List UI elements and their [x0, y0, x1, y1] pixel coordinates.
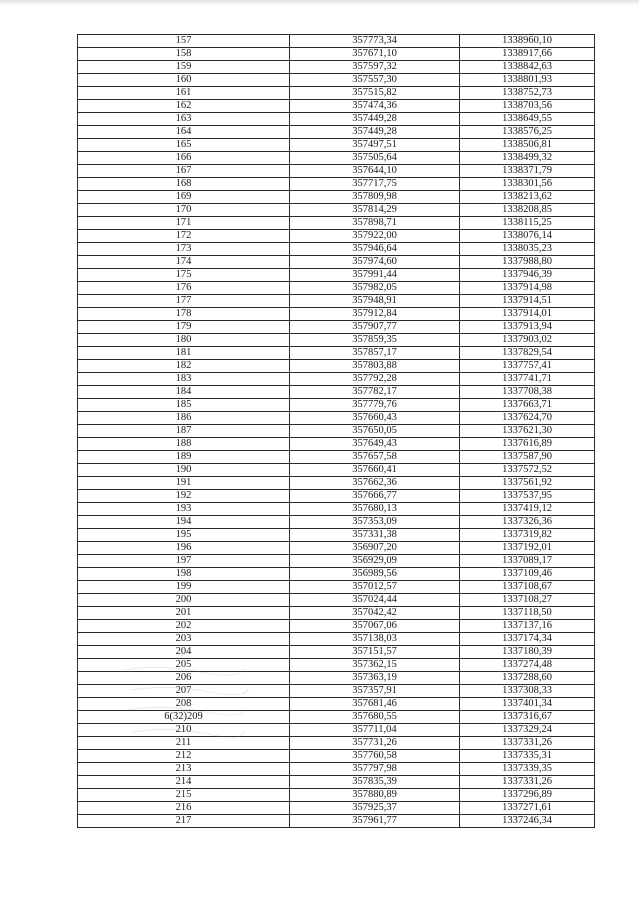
y-coordinate-cell: 1337561,92	[460, 477, 595, 490]
point-number-cell: 161	[78, 87, 290, 100]
x-coordinate-cell: 357505,64	[290, 152, 460, 165]
table-row	[78, 87, 595, 100]
x-coordinate-cell: 357666,77	[290, 490, 460, 503]
table-row	[78, 789, 595, 802]
table-row	[78, 321, 595, 334]
point-number-cell: 178	[78, 308, 290, 321]
point-number-cell: 195	[78, 529, 290, 542]
x-coordinate-cell: 357138,03	[290, 633, 460, 646]
coordinates-table	[77, 34, 595, 828]
point-number-cell: 213	[78, 763, 290, 776]
y-coordinate-cell: 1337621,30	[460, 425, 595, 438]
x-coordinate-cell: 357363,19	[290, 672, 460, 685]
point-number-cell: 162	[78, 100, 290, 113]
table-row	[78, 178, 595, 191]
point-number-cell: 196	[78, 542, 290, 555]
x-coordinate-cell: 357797,98	[290, 763, 460, 776]
y-coordinate-cell: 1337118,50	[460, 607, 595, 620]
x-coordinate-cell: 357557,30	[290, 74, 460, 87]
y-coordinate-cell: 1337946,39	[460, 269, 595, 282]
x-coordinate-cell: 357151,57	[290, 646, 460, 659]
y-coordinate-cell: 1337708,38	[460, 386, 595, 399]
table-row	[78, 425, 595, 438]
point-number-cell: 198	[78, 568, 290, 581]
x-coordinate-cell: 357357,91	[290, 685, 460, 698]
x-coordinate-cell: 357649,43	[290, 438, 460, 451]
y-coordinate-cell: 1338576,25	[460, 126, 595, 139]
x-coordinate-cell: 357657,58	[290, 451, 460, 464]
y-coordinate-cell: 1337271,61	[460, 802, 595, 815]
table-row	[78, 61, 595, 74]
table-row	[78, 35, 595, 48]
point-number-cell: 215	[78, 789, 290, 802]
y-coordinate-cell: 1337089,17	[460, 555, 595, 568]
y-coordinate-cell: 1337757,41	[460, 360, 595, 373]
x-coordinate-cell: 357982,05	[290, 282, 460, 295]
y-coordinate-cell: 1337331,26	[460, 776, 595, 789]
point-number-cell: 164	[78, 126, 290, 139]
y-coordinate-cell: 1337624,70	[460, 412, 595, 425]
x-coordinate-cell: 357717,75	[290, 178, 460, 191]
point-number-cell: 199	[78, 581, 290, 594]
point-number-cell: 194	[78, 516, 290, 529]
x-coordinate-cell: 357671,10	[290, 48, 460, 61]
x-coordinate-cell: 357662,36	[290, 477, 460, 490]
point-number-cell: 160	[78, 74, 290, 87]
y-coordinate-cell: 1338115,25	[460, 217, 595, 230]
table-row	[78, 100, 595, 113]
point-number-cell: 158	[78, 48, 290, 61]
x-coordinate-cell: 357067,06	[290, 620, 460, 633]
y-coordinate-cell: 1337335,31	[460, 750, 595, 763]
table-row	[78, 373, 595, 386]
y-coordinate-cell: 1338208,85	[460, 204, 595, 217]
y-coordinate-cell: 1338035,23	[460, 243, 595, 256]
point-number-cell: 191	[78, 477, 290, 490]
table-row	[78, 152, 595, 165]
table-row	[78, 412, 595, 425]
y-coordinate-cell: 1337109,46	[460, 568, 595, 581]
x-coordinate-cell: 357449,28	[290, 113, 460, 126]
table-row	[78, 256, 595, 269]
x-coordinate-cell: 357353,09	[290, 516, 460, 529]
y-coordinate-cell: 1338703,56	[460, 100, 595, 113]
point-number-cell: 201	[78, 607, 290, 620]
point-number-cell: 165	[78, 139, 290, 152]
y-coordinate-cell: 1337616,89	[460, 438, 595, 451]
table-row	[78, 724, 595, 737]
y-coordinate-cell: 1337288,60	[460, 672, 595, 685]
y-coordinate-cell: 1338076,14	[460, 230, 595, 243]
point-number-cell: 192	[78, 490, 290, 503]
point-number-cell: 197	[78, 555, 290, 568]
x-coordinate-cell: 357362,15	[290, 659, 460, 672]
y-coordinate-cell: 1337741,71	[460, 373, 595, 386]
x-coordinate-cell: 357773,34	[290, 35, 460, 48]
x-coordinate-cell: 357449,28	[290, 126, 460, 139]
table-row	[78, 620, 595, 633]
x-coordinate-cell: 357597,32	[290, 61, 460, 74]
y-coordinate-cell: 1337316,67	[460, 711, 595, 724]
point-number-cell: 179	[78, 321, 290, 334]
y-coordinate-cell: 1337108,67	[460, 581, 595, 594]
table-row	[78, 711, 595, 724]
point-number-cell: 216	[78, 802, 290, 815]
x-coordinate-cell: 357680,13	[290, 503, 460, 516]
table-row	[78, 230, 595, 243]
point-number-cell: 166	[78, 152, 290, 165]
point-number-cell: 186	[78, 412, 290, 425]
point-number-cell: 184	[78, 386, 290, 399]
x-coordinate-cell: 357814,29	[290, 204, 460, 217]
y-coordinate-cell: 1337192,01	[460, 542, 595, 555]
y-coordinate-cell: 1337329,24	[460, 724, 595, 737]
table-row	[78, 165, 595, 178]
point-number-cell: 163	[78, 113, 290, 126]
y-coordinate-cell: 1338301,56	[460, 178, 595, 191]
point-number-cell: 206	[78, 672, 290, 685]
x-coordinate-cell: 357809,98	[290, 191, 460, 204]
x-coordinate-cell: 357857,17	[290, 347, 460, 360]
scan-edge-shadow	[0, 0, 639, 6]
point-number-cell: 203	[78, 633, 290, 646]
point-number-cell: 183	[78, 373, 290, 386]
point-number-cell: 177	[78, 295, 290, 308]
point-number-cell: 190	[78, 464, 290, 477]
y-coordinate-cell: 1338960,10	[460, 35, 595, 48]
table-row	[78, 217, 595, 230]
point-number-cell: 205	[78, 659, 290, 672]
y-coordinate-cell: 1338649,55	[460, 113, 595, 126]
point-number-cell: 212	[78, 750, 290, 763]
point-number-cell: 185	[78, 399, 290, 412]
y-coordinate-cell: 1337274,48	[460, 659, 595, 672]
x-coordinate-cell: 356989,56	[290, 568, 460, 581]
table-row	[78, 529, 595, 542]
x-coordinate-cell: 357497,51	[290, 139, 460, 152]
point-number-cell: 202	[78, 620, 290, 633]
table-row	[78, 243, 595, 256]
table-row	[78, 607, 595, 620]
table-row	[78, 750, 595, 763]
point-number-cell: 169	[78, 191, 290, 204]
x-coordinate-cell: 357012,57	[290, 581, 460, 594]
x-coordinate-cell: 356929,09	[290, 555, 460, 568]
y-coordinate-cell: 1337319,82	[460, 529, 595, 542]
table-row	[78, 308, 595, 321]
table-row	[78, 438, 595, 451]
y-coordinate-cell: 1337331,26	[460, 737, 595, 750]
point-number-cell: 210	[78, 724, 290, 737]
point-number-cell: 157	[78, 35, 290, 48]
table-row	[78, 672, 595, 685]
table-row	[78, 568, 595, 581]
x-coordinate-cell: 357474,36	[290, 100, 460, 113]
table-row	[78, 282, 595, 295]
y-coordinate-cell: 1337913,94	[460, 321, 595, 334]
point-number-cell: 214	[78, 776, 290, 789]
x-coordinate-cell: 357779,76	[290, 399, 460, 412]
table-row	[78, 542, 595, 555]
x-coordinate-cell: 357515,82	[290, 87, 460, 100]
table-row	[78, 360, 595, 373]
y-coordinate-cell: 1337401,34	[460, 698, 595, 711]
y-coordinate-cell: 1338752,73	[460, 87, 595, 100]
y-coordinate-cell: 1337829,54	[460, 347, 595, 360]
point-number-cell: 208	[78, 698, 290, 711]
y-coordinate-cell: 1338213,62	[460, 191, 595, 204]
x-coordinate-cell: 357650,05	[290, 425, 460, 438]
table-row	[78, 334, 595, 347]
x-coordinate-cell: 357042,42	[290, 607, 460, 620]
y-coordinate-cell: 1337914,98	[460, 282, 595, 295]
table-row	[78, 555, 595, 568]
x-coordinate-cell: 357803,88	[290, 360, 460, 373]
table-row	[78, 802, 595, 815]
table-row	[78, 490, 595, 503]
x-coordinate-cell: 357974,60	[290, 256, 460, 269]
table-row	[78, 633, 595, 646]
table-row	[78, 659, 595, 672]
table-row	[78, 74, 595, 87]
y-coordinate-cell: 1337296,89	[460, 789, 595, 802]
x-coordinate-cell: 357792,28	[290, 373, 460, 386]
y-coordinate-cell: 1337572,52	[460, 464, 595, 477]
y-coordinate-cell: 1337308,33	[460, 685, 595, 698]
table-row	[78, 464, 595, 477]
y-coordinate-cell: 1337339,35	[460, 763, 595, 776]
point-number-cell: 180	[78, 334, 290, 347]
table-row	[78, 477, 595, 490]
table-row	[78, 685, 595, 698]
point-number-cell: 181	[78, 347, 290, 360]
x-coordinate-cell: 357907,77	[290, 321, 460, 334]
table-row	[78, 594, 595, 607]
table-row	[78, 815, 595, 828]
point-number-cell: 176	[78, 282, 290, 295]
table-row	[78, 347, 595, 360]
y-coordinate-cell: 1338917,66	[460, 48, 595, 61]
y-coordinate-cell: 1338506,81	[460, 139, 595, 152]
point-number-cell: 211	[78, 737, 290, 750]
point-number-cell: 167	[78, 165, 290, 178]
point-number-cell: 170	[78, 204, 290, 217]
point-number-cell: 168	[78, 178, 290, 191]
y-coordinate-cell: 1337326,36	[460, 516, 595, 529]
y-coordinate-cell: 1337903,02	[460, 334, 595, 347]
y-coordinate-cell: 1337663,71	[460, 399, 595, 412]
table-row	[78, 581, 595, 594]
x-coordinate-cell: 357880,89	[290, 789, 460, 802]
table-row	[78, 776, 595, 789]
point-number-cell: 193	[78, 503, 290, 516]
table-row	[78, 503, 595, 516]
y-coordinate-cell: 1337587,90	[460, 451, 595, 464]
table-row	[78, 516, 595, 529]
table-row	[78, 399, 595, 412]
x-coordinate-cell: 357024,44	[290, 594, 460, 607]
point-number-cell: 172	[78, 230, 290, 243]
point-number-cell: 204	[78, 646, 290, 659]
table-row	[78, 126, 595, 139]
x-coordinate-cell: 357680,55	[290, 711, 460, 724]
point-number-cell: 171	[78, 217, 290, 230]
point-number-cell: 159	[78, 61, 290, 74]
x-coordinate-cell: 357961,77	[290, 815, 460, 828]
table-row	[78, 737, 595, 750]
table-row	[78, 646, 595, 659]
point-number-cell: 174	[78, 256, 290, 269]
table-row	[78, 295, 595, 308]
x-coordinate-cell: 357660,43	[290, 412, 460, 425]
y-coordinate-cell: 1337914,51	[460, 295, 595, 308]
y-coordinate-cell: 1337137,16	[460, 620, 595, 633]
point-number-cell: 182	[78, 360, 290, 373]
x-coordinate-cell: 357948,91	[290, 295, 460, 308]
point-number-cell: 187	[78, 425, 290, 438]
point-number-cell: 6(32)209	[78, 711, 290, 724]
table-row	[78, 451, 595, 464]
x-coordinate-cell: 357859,35	[290, 334, 460, 347]
x-coordinate-cell: 357898,71	[290, 217, 460, 230]
x-coordinate-cell: 357912,84	[290, 308, 460, 321]
table-row	[78, 191, 595, 204]
y-coordinate-cell: 1338801,93	[460, 74, 595, 87]
x-coordinate-cell: 357835,39	[290, 776, 460, 789]
table-row	[78, 698, 595, 711]
table-row	[78, 139, 595, 152]
x-coordinate-cell: 357922,00	[290, 230, 460, 243]
x-coordinate-cell: 357782,17	[290, 386, 460, 399]
table-row	[78, 204, 595, 217]
x-coordinate-cell: 357991,44	[290, 269, 460, 282]
y-coordinate-cell: 1338499,32	[460, 152, 595, 165]
y-coordinate-cell: 1338842,63	[460, 61, 595, 74]
point-number-cell: 207	[78, 685, 290, 698]
point-number-cell: 188	[78, 438, 290, 451]
x-coordinate-cell: 357946,64	[290, 243, 460, 256]
y-coordinate-cell: 1337537,95	[460, 490, 595, 503]
y-coordinate-cell: 1337914,01	[460, 308, 595, 321]
y-coordinate-cell: 1337108,27	[460, 594, 595, 607]
table-row	[78, 763, 595, 776]
point-number-cell: 200	[78, 594, 290, 607]
x-coordinate-cell: 357925,37	[290, 802, 460, 815]
x-coordinate-cell: 357711,04	[290, 724, 460, 737]
table-row	[78, 386, 595, 399]
y-coordinate-cell: 1337180,39	[460, 646, 595, 659]
point-number-cell: 173	[78, 243, 290, 256]
point-number-cell: 217	[78, 815, 290, 828]
y-coordinate-cell: 1337988,80	[460, 256, 595, 269]
table-row	[78, 269, 595, 282]
coordinates-table-body	[78, 35, 595, 828]
x-coordinate-cell: 357760,58	[290, 750, 460, 763]
x-coordinate-cell: 356907,20	[290, 542, 460, 555]
table-row	[78, 113, 595, 126]
point-number-cell: 175	[78, 269, 290, 282]
x-coordinate-cell: 357660,41	[290, 464, 460, 477]
table-row	[78, 48, 595, 61]
x-coordinate-cell: 357681,46	[290, 698, 460, 711]
y-coordinate-cell: 1337174,34	[460, 633, 595, 646]
y-coordinate-cell: 1337419,12	[460, 503, 595, 516]
y-coordinate-cell: 1337246,34	[460, 815, 595, 828]
point-number-cell: 189	[78, 451, 290, 464]
y-coordinate-cell: 1338371,79	[460, 165, 595, 178]
x-coordinate-cell: 357644,10	[290, 165, 460, 178]
x-coordinate-cell: 357731,26	[290, 737, 460, 750]
x-coordinate-cell: 357331,38	[290, 529, 460, 542]
